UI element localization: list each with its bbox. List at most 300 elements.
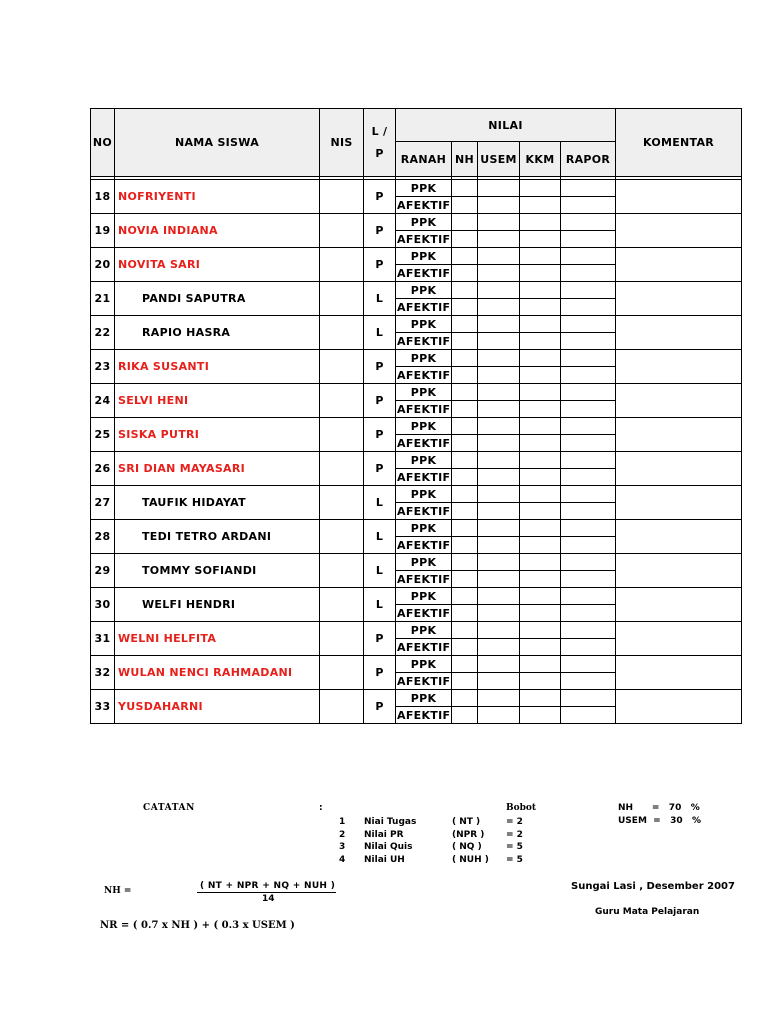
ranah-afektif: AFEKTIF: [397, 708, 451, 722]
rapor-cell: [561, 622, 616, 639]
komentar-cell: [616, 622, 742, 656]
rapor-cell: [561, 367, 616, 384]
ranah-ppk: PPK: [396, 350, 452, 367]
rapor-cell: [561, 690, 616, 707]
header-no: NO: [91, 109, 115, 177]
student-no: 33: [91, 690, 115, 724]
rapor-cell: [561, 401, 616, 418]
usem-cell: [478, 571, 520, 588]
ranah-ppk: PPK: [396, 316, 452, 333]
student-name: WELNI HELFITA: [115, 622, 320, 656]
rapor-cell: [561, 214, 616, 231]
component-abbr: ( NQ ): [452, 842, 482, 852]
student-gender: L: [364, 588, 396, 622]
kkm-cell: [520, 231, 561, 248]
nh-cell: [452, 639, 478, 656]
component-number: 2: [339, 829, 346, 840]
student-nis: [320, 486, 364, 520]
student-name: TEDI TETRO ARDANI: [115, 520, 320, 554]
rapor-cell: [561, 316, 616, 333]
catatan-label: CATATAN: [143, 803, 195, 813]
nh-cell: [452, 418, 478, 435]
student-gender: P: [364, 248, 396, 282]
kkm-cell: [520, 605, 561, 622]
student-name: PANDI SAPUTRA: [115, 282, 320, 316]
kkm-cell: [520, 265, 561, 282]
usem-cell: [478, 588, 520, 605]
rapor-cell: [561, 503, 616, 520]
student-gender: L: [364, 316, 396, 350]
score-component: [339, 817, 523, 827]
usem-cell: [478, 622, 520, 639]
ranah-afektif: AFEKTIF: [397, 640, 451, 654]
student-nis: [320, 554, 364, 588]
component-name: Niai Tugas: [364, 817, 417, 827]
student-row: [91, 656, 742, 673]
student-nis: [320, 282, 364, 316]
score-component: [339, 842, 523, 852]
kkm-cell: [520, 537, 561, 554]
rapor-cell: [561, 333, 616, 350]
student-name: SELVI HENI: [115, 384, 320, 418]
komentar-cell: [616, 418, 742, 452]
student-nis: [320, 690, 364, 724]
student-nis: [320, 520, 364, 554]
rapor-cell: [561, 231, 616, 248]
ranah-afektif: AFEKTIF: [397, 232, 451, 246]
usem-cell: [478, 452, 520, 469]
bobot-label: Bobot: [506, 803, 537, 813]
student-nis: [320, 350, 364, 384]
ranah-ppk: PPK: [396, 384, 452, 401]
nh-cell: [452, 537, 478, 554]
nh-cell: [452, 656, 478, 673]
kkm-cell: [520, 401, 561, 418]
component-number: 4: [339, 854, 346, 865]
usem-cell: [478, 486, 520, 503]
rapor-cell: [561, 605, 616, 622]
student-name: YUSDAHARNI: [115, 690, 320, 724]
rapor-cell: [561, 520, 616, 537]
student-name: TOMMY SOFIANDI: [115, 554, 320, 588]
student-gender: P: [364, 350, 396, 384]
nh-cell: [452, 469, 478, 486]
rapor-cell: [561, 469, 616, 486]
usem-cell: [478, 248, 520, 265]
student-no: 25: [91, 418, 115, 452]
student-row: [91, 452, 742, 469]
rapor-cell: [561, 197, 616, 214]
ranah-ppk: PPK: [396, 180, 452, 197]
student-row: [91, 690, 742, 707]
kkm-cell: [520, 486, 561, 503]
ranah-ppk: PPK: [396, 656, 452, 673]
nh-weight: NH = 70 %: [618, 803, 700, 813]
kkm-cell: [520, 333, 561, 350]
student-nis: [320, 588, 364, 622]
nh-cell: [452, 282, 478, 299]
rapor-cell: [561, 282, 616, 299]
student-row: [91, 520, 742, 537]
nh-cell: [452, 435, 478, 452]
student-no: 19: [91, 214, 115, 248]
nh-cell: [452, 350, 478, 367]
component-weight: = 5: [506, 842, 523, 852]
kkm-cell: [520, 503, 561, 520]
usem-cell: [478, 299, 520, 316]
kkm-cell: [520, 707, 561, 724]
student-gender: L: [364, 486, 396, 520]
ranah-ppk: PPK: [396, 622, 452, 639]
usem-cell: [478, 367, 520, 384]
rapor-cell: [561, 571, 616, 588]
ranah-afektif: AFEKTIF: [397, 470, 451, 484]
component-name: Nilai Quis: [364, 842, 413, 852]
nh-cell: [452, 333, 478, 350]
usem-cell: [478, 520, 520, 537]
student-gender: P: [364, 384, 396, 418]
component-name: Nilai UH: [364, 854, 405, 865]
usem-cell: [478, 503, 520, 520]
student-no: 27: [91, 486, 115, 520]
ranah-ppk: PPK: [396, 214, 452, 231]
ranah-ppk: PPK: [396, 690, 452, 707]
student-name: TAUFIK HIDAYAT: [115, 486, 320, 520]
komentar-cell: [616, 248, 742, 282]
ranah-ppk: PPK: [396, 554, 452, 571]
component-abbr: (NPR ): [452, 829, 485, 840]
student-no: 32: [91, 656, 115, 690]
komentar-cell: [616, 486, 742, 520]
rapor-cell: [561, 299, 616, 316]
nh-cell: [452, 520, 478, 537]
kkm-cell: [520, 469, 561, 486]
nh-cell: [452, 248, 478, 265]
header-komentar: KOMENTAR: [616, 109, 742, 177]
student-no: 20: [91, 248, 115, 282]
grade-table: [90, 108, 742, 724]
student-name: NOVIA INDIANA: [115, 214, 320, 248]
ranah-afektif: AFEKTIF: [397, 504, 451, 518]
nh-cell: [452, 673, 478, 690]
student-row: [91, 248, 742, 265]
komentar-cell: [616, 350, 742, 384]
ranah-afektif: AFEKTIF: [397, 572, 451, 586]
usem-cell: [478, 214, 520, 231]
student-name: NOVITA SARI: [115, 248, 320, 282]
rapor-cell: [561, 350, 616, 367]
component-name: Nilai PR: [364, 829, 404, 840]
header-kkm: KKM: [520, 142, 561, 177]
nh-cell: [452, 367, 478, 384]
place-date: Sungai Lasi , Desember 2007: [571, 881, 735, 892]
student-gender: P: [364, 418, 396, 452]
kkm-cell: [520, 197, 561, 214]
student-gender: P: [364, 214, 396, 248]
kkm-cell: [520, 520, 561, 537]
header-nis: NIS: [320, 109, 364, 177]
nh-cell: [452, 401, 478, 418]
kkm-cell: [520, 316, 561, 333]
nh-cell: [452, 452, 478, 469]
score-component: [339, 830, 523, 840]
student-name: SRI DIAN MAYASARI: [115, 452, 320, 486]
rapor-cell: [561, 452, 616, 469]
nh-cell: [452, 486, 478, 503]
nh-cell: [452, 180, 478, 197]
student-no: 31: [91, 622, 115, 656]
rapor-cell: [561, 537, 616, 554]
header-rapor: RAPOR: [561, 142, 616, 177]
kkm-cell: [520, 639, 561, 656]
nr-formula: NR = ( 0.7 x NH ) + ( 0.3 x USEM ): [100, 920, 295, 931]
usem-cell: [478, 180, 520, 197]
rapor-cell: [561, 656, 616, 673]
komentar-cell: [616, 316, 742, 350]
ranah-ppk: PPK: [396, 588, 452, 605]
ranah-afektif: AFEKTIF: [397, 334, 451, 348]
student-no: 26: [91, 452, 115, 486]
usem-cell: [478, 469, 520, 486]
student-row: [91, 486, 742, 503]
student-nis: [320, 316, 364, 350]
usem-cell: [478, 690, 520, 707]
student-row: [91, 622, 742, 639]
fraction-line: [197, 892, 336, 893]
student-no: 28: [91, 520, 115, 554]
ranah-afektif: AFEKTIF: [397, 436, 451, 450]
student-no: 30: [91, 588, 115, 622]
kkm-cell: [520, 350, 561, 367]
kkm-cell: [520, 452, 561, 469]
usem-cell: [478, 197, 520, 214]
student-nis: [320, 214, 364, 248]
rapor-cell: [561, 588, 616, 605]
ranah-afektif: AFEKTIF: [397, 198, 451, 212]
kkm-cell: [520, 248, 561, 265]
usem-cell: [478, 605, 520, 622]
student-nis: [320, 180, 364, 214]
student-gender: L: [364, 554, 396, 588]
rapor-cell: [561, 554, 616, 571]
student-no: 21: [91, 282, 115, 316]
rapor-cell: [561, 673, 616, 690]
usem-cell: [478, 707, 520, 724]
usem-cell: [478, 401, 520, 418]
rapor-cell: [561, 418, 616, 435]
usem-cell: [478, 435, 520, 452]
kkm-cell: [520, 571, 561, 588]
student-gender: P: [364, 690, 396, 724]
usem-cell: [478, 656, 520, 673]
kkm-cell: [520, 214, 561, 231]
nh-cell: [452, 554, 478, 571]
rapor-cell: [561, 180, 616, 197]
student-row: [91, 214, 742, 231]
komentar-cell: [616, 282, 742, 316]
student-no: 24: [91, 384, 115, 418]
student-row: [91, 554, 742, 571]
student-nis: [320, 452, 364, 486]
catatan-colon: :: [319, 803, 323, 813]
komentar-cell: [616, 588, 742, 622]
nh-formula-label: NH =: [104, 886, 132, 896]
signatory-title: Guru Mata Pelajaran: [595, 907, 700, 917]
ranah-afektif: AFEKTIF: [397, 674, 451, 688]
usem-cell: [478, 333, 520, 350]
kkm-cell: [520, 673, 561, 690]
student-nis: [320, 384, 364, 418]
nh-cell: [452, 622, 478, 639]
ranah-ppk: PPK: [396, 418, 452, 435]
ranah-ppk: PPK: [396, 248, 452, 265]
komentar-cell: [616, 656, 742, 690]
student-no: 18: [91, 180, 115, 214]
kkm-cell: [520, 299, 561, 316]
usem-cell: [478, 350, 520, 367]
kkm-cell: [520, 367, 561, 384]
nh-cell: [452, 503, 478, 520]
nh-cell: [452, 316, 478, 333]
usem-cell: [478, 265, 520, 282]
rapor-cell: [561, 384, 616, 401]
rapor-cell: [561, 435, 616, 452]
nh-cell: [452, 384, 478, 401]
ranah-afektif: AFEKTIF: [397, 402, 451, 416]
student-gender: P: [364, 452, 396, 486]
rapor-cell: [561, 486, 616, 503]
score-component: [339, 855, 523, 865]
student-gender: P: [364, 622, 396, 656]
usem-cell: [478, 673, 520, 690]
kkm-cell: [520, 180, 561, 197]
komentar-cell: [616, 520, 742, 554]
nh-cell: [452, 690, 478, 707]
rapor-cell: [561, 707, 616, 724]
student-name: RAPIO HASRA: [115, 316, 320, 350]
student-gender: L: [364, 282, 396, 316]
ranah-ppk: PPK: [396, 520, 452, 537]
header-lp: [364, 109, 396, 177]
student-row: [91, 418, 742, 435]
kkm-cell: [520, 690, 561, 707]
header-row: [91, 109, 742, 142]
student-no: 22: [91, 316, 115, 350]
komentar-cell: [616, 554, 742, 588]
komentar-cell: [616, 180, 742, 214]
kkm-cell: [520, 418, 561, 435]
student-no: 29: [91, 554, 115, 588]
ranah-afektif: AFEKTIF: [397, 368, 451, 382]
student-name: RIKA SUSANTI: [115, 350, 320, 384]
student-row: [91, 180, 742, 197]
component-weight: = 2: [506, 817, 523, 827]
student-name: WULAN NENCI RAHMADANI: [115, 656, 320, 690]
student-row: [91, 350, 742, 367]
component-abbr: ( NT ): [452, 817, 481, 827]
nh-formula-denominator: 14: [262, 894, 275, 904]
usem-cell: [478, 418, 520, 435]
usem-cell: [478, 639, 520, 656]
header-lp-top: L /: [371, 125, 388, 138]
komentar-cell: [616, 690, 742, 724]
student-row: [91, 282, 742, 299]
header-nilai: NILAI: [396, 109, 616, 142]
student-row: [91, 316, 742, 333]
component-number: 1: [339, 817, 346, 827]
ranah-ppk: PPK: [396, 452, 452, 469]
kkm-cell: [520, 435, 561, 452]
rapor-cell: [561, 265, 616, 282]
student-no: 23: [91, 350, 115, 384]
student-nis: [320, 622, 364, 656]
kkm-cell: [520, 282, 561, 299]
usem-cell: [478, 554, 520, 571]
usem-weight: USEM = 30 %: [618, 816, 702, 826]
ranah-afektif: AFEKTIF: [397, 300, 451, 314]
ranah-afektif: AFEKTIF: [397, 606, 451, 620]
student-gender: P: [364, 656, 396, 690]
student-name: SISKA PUTRI: [115, 418, 320, 452]
nh-formula-numerator: ( NT + NPR + NQ + NUH ): [200, 881, 336, 891]
kkm-cell: [520, 656, 561, 673]
header-nh: NH: [452, 142, 478, 177]
kkm-cell: [520, 622, 561, 639]
nh-cell: [452, 214, 478, 231]
component-abbr: ( NUH ): [452, 854, 489, 865]
student-nis: [320, 418, 364, 452]
nh-cell: [452, 707, 478, 724]
usem-cell: [478, 537, 520, 554]
student-row: [91, 588, 742, 605]
student-name: NOFRIYENTI: [115, 180, 320, 214]
student-gender: L: [364, 520, 396, 554]
komentar-cell: [616, 384, 742, 418]
usem-cell: [478, 384, 520, 401]
component-number: 3: [339, 842, 346, 852]
header-lp-bottom: P: [375, 147, 384, 160]
kkm-cell: [520, 588, 561, 605]
student-gender: P: [364, 180, 396, 214]
nh-cell: [452, 197, 478, 214]
kkm-cell: [520, 384, 561, 401]
ranah-afektif: AFEKTIF: [397, 266, 451, 280]
nh-cell: [452, 588, 478, 605]
nh-cell: [452, 605, 478, 622]
header-ranah: RANAH: [396, 142, 452, 177]
nh-cell: [452, 265, 478, 282]
usem-cell: [478, 231, 520, 248]
student-row: [91, 384, 742, 401]
komentar-cell: [616, 214, 742, 248]
komentar-cell: [616, 452, 742, 486]
component-weight: = 5: [506, 854, 523, 865]
header-nama-siswa: NAMA SISWA: [115, 109, 320, 177]
header-usem: USEM: [478, 142, 520, 177]
student-nis: [320, 656, 364, 690]
kkm-cell: [520, 554, 561, 571]
rapor-cell: [561, 248, 616, 265]
student-nis: [320, 248, 364, 282]
nh-cell: [452, 571, 478, 588]
ranah-ppk: PPK: [396, 282, 452, 299]
student-name: WELFI HENDRI: [115, 588, 320, 622]
usem-cell: [478, 282, 520, 299]
ranah-afektif: AFEKTIF: [397, 538, 451, 552]
ranah-ppk: PPK: [396, 486, 452, 503]
component-weight: = 2: [506, 829, 523, 840]
nh-cell: [452, 231, 478, 248]
